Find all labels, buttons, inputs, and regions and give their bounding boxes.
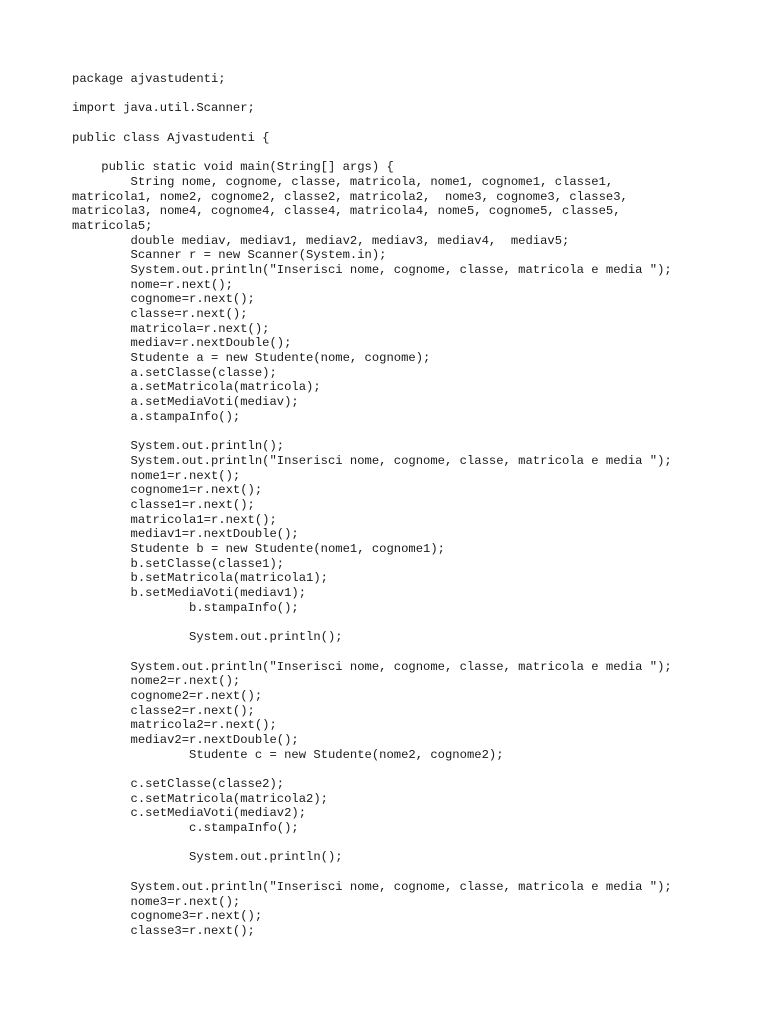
code-line: Scanner r = new Scanner(System.in); [72, 248, 387, 263]
code-line: matricola3, nome4, cognome4, classe4, matricola4, nome5, cognome5, classe5, [72, 204, 621, 219]
code-line [72, 145, 752, 160]
code-line [72, 425, 752, 440]
code-line: c.setMatricola(matricola2); [72, 791, 328, 806]
code-line: nome=r.next(); [72, 277, 233, 292]
code-line: Studente a = new Studente(nome, cognome); [72, 351, 431, 366]
code-line: b.setMatricola(matricola1); [72, 571, 328, 586]
code-line: Studente b = new Studente(nome1, cognome1); [72, 542, 445, 556]
code-line: b.setClasse(classe1); [72, 556, 285, 571]
code-line [72, 762, 752, 777]
code-line: b.setMediaVoti(mediav1); [72, 586, 307, 601]
code-line [72, 615, 752, 630]
code-line: System.out.println("Inserisci nome, cognome, classe, matricola e media "); [72, 659, 672, 674]
code-line: System.out.println("Inserisci nome, cognome, classe, matricola e media "); [72, 453, 672, 468]
code-line: c.setMediaVoti(mediav2); [72, 806, 307, 821]
code-line: double mediav, mediav1, mediav2, mediav3, mediav4, mediav5; [72, 233, 570, 248]
code-line: matricola=r.next(); [72, 321, 270, 336]
code-line: mediav=r.nextDouble(); [72, 336, 292, 351]
code-line: b.stampaInfo(); [72, 600, 299, 615]
code-line: a.setClasse(classe); [72, 365, 277, 380]
code-line: nome2=r.next(); [72, 674, 241, 689]
code-line [72, 116, 752, 131]
code-line: System.out.println(); [72, 850, 343, 865]
code-line: classe=r.next(); [72, 307, 248, 321]
code-line [72, 865, 752, 880]
code-line: Studente c = new Studente(nome2, cognome2); [72, 747, 504, 762]
code-line: package ajvastudenti; [72, 72, 226, 86]
code-line: nome3=r.next(); [72, 894, 241, 909]
code-line [72, 87, 752, 102]
code-listing [72, 72, 752, 939]
code-line: cognome=r.next(); [72, 292, 255, 307]
code-line: System.out.println(); [72, 439, 285, 454]
code-line: System.out.println(); [72, 630, 343, 645]
code-line: cognome1=r.next(); [72, 483, 263, 498]
code-line [72, 836, 752, 851]
code-line: System.out.println("Inserisci nome, cognome, classe, matricola e media "); [72, 879, 672, 894]
code-line: cognome3=r.next(); [72, 909, 263, 924]
code-line: a.stampaInfo(); [72, 409, 241, 424]
code-line: classe2=r.next(); [72, 703, 255, 718]
code-line: import java.util.Scanner; [72, 101, 255, 116]
code-line: public class Ajvastudenti { [72, 130, 270, 145]
code-line: mediav2=r.nextDouble(); [72, 732, 299, 747]
code-line: c.stampaInfo(); [72, 821, 299, 836]
code-line: cognome2=r.next(); [72, 688, 263, 703]
code-line: a.setMatricola(matricola); [72, 380, 321, 395]
code-line: a.setMediaVoti(mediav); [72, 395, 299, 410]
code-line: nome1=r.next(); [72, 468, 241, 483]
code-line: matricola5; [72, 218, 153, 233]
code-line: classe1=r.next(); [72, 497, 255, 512]
code-line [72, 645, 752, 660]
code-line: System.out.println("Inserisci nome, cognome, classe, matricola e media "); [72, 262, 672, 277]
code-line: mediav1=r.nextDouble(); [72, 527, 299, 542]
code-line: matricola2=r.next(); [72, 718, 277, 733]
code-line: c.setClasse(classe2); [72, 777, 285, 791]
code-line: matricola1=r.next(); [72, 512, 277, 527]
code-line: matricola1, nome2, cognome2, classe2, matricola2, nome3, cognome3, classe3, [72, 189, 628, 204]
code-line: classe3=r.next(); [72, 923, 255, 938]
code-line: String nome, cognome, classe, matricola, nome1, cognome1, classe1, [72, 174, 614, 189]
code-line: public static void main(String[] args) { [72, 160, 394, 175]
